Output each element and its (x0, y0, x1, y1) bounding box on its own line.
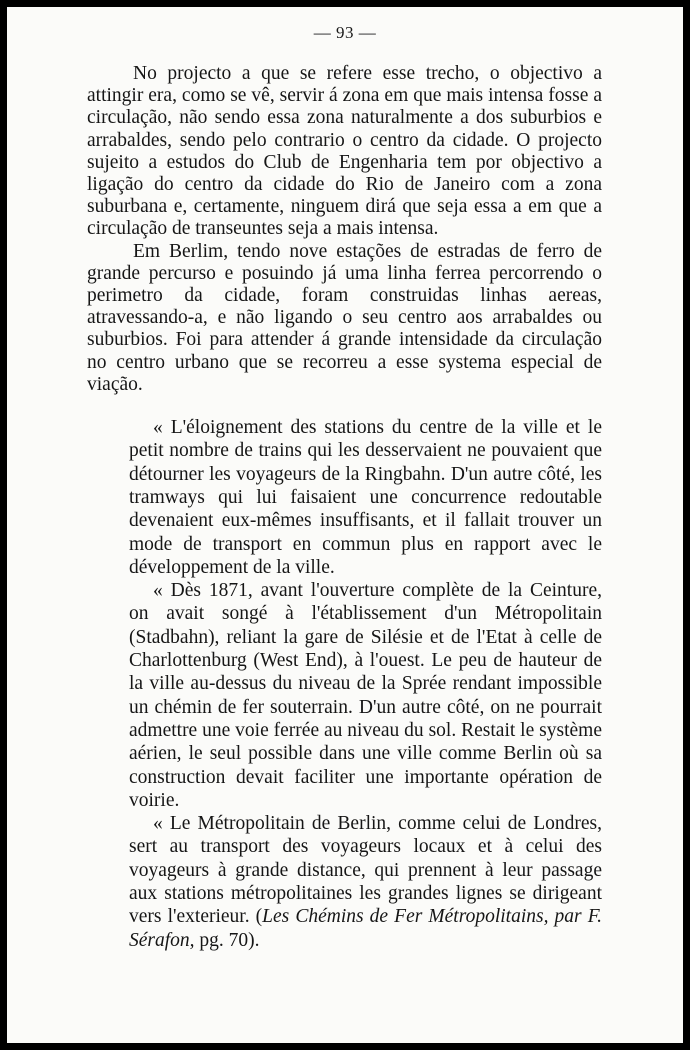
quote-text-londres: « Le Métropolitain de Berlin, comme celui de Londres, sert au transport des voyageurs locaux et à celui des voyageurs à grande distance, qui prennent à leur passage aux stations métropolitaines les grandes lignes se dirigeant vers l'exterieur. ( (129, 813, 602, 928)
paragraph-berlim: Em Berlim, tendo nove estações de estradas de ferro de grande percurso e posuindo já uma linha ferrea percorrendo o perimetro da cidade, foram construidas linhas aereas, atravessando-a, e não ligando o seu centro aos arrabaldes ou suburbios. Foi para attender á grande intensidade da circulação no centro urbano que se recorreu a esse systema especial de viação. (87, 240, 602, 395)
quote-paragraph-eloignement: « L'éloignement des stations du centre de la ville et le petit nombre de trains qui les desservaient ne pouvaient que détourner les voyageurs de la Ringbahn. D'un autre côté, les tramways qui lui faisaient une concurrence redoutable devenaient eux-mêmes insuffisants, et il fallait trouver un mode de transport en commun plus en rapport avec le développement de la ville. (129, 417, 602, 578)
citation-work-title: Les Chémins de Fer Métropolitains, par F. Sérafon, (129, 906, 603, 951)
paragraph-projecto: No projecto a que se refere esse trecho, o objectivo a attingir era, como se vê, servir á zona em que mais intensa fosse a circulação, não sendo essa zona naturalmente a dos suburbios e arrabaldes, sendo pelo contrario o centro da cidade. O projecto sujeito a estudos do Club de Engenharia tem por objectivo a ligação do centro da cidade do Rio de Janeiro com a zona suburbana e, certamente, ninguem dirá que seja essa a em que a circulação de transeuntes seja a mais intensa. (87, 63, 602, 240)
page-number: — 93 — (313, 23, 377, 42)
body-text (87, 63, 602, 952)
quote-paragraph-metropolitain (129, 812, 602, 952)
block-quote (129, 416, 602, 952)
citation-page-ref: pg. 70). (194, 929, 260, 951)
quote-paragraph-1871: « Dès 1871, avant l'ouverture complète de la Ceinture, on avait songé à l'établissement d'un Métropolitain (Stadbahn), reliant la gare de Silésie et de l'Etat à celle de Charlottenburg (West End), à l'ouest. Le peu de hauteur de la ville au-dessus du niveau de la Sprée rendant impossible un chémin de fer souterrain. D'un autre côté, on ne pourrait admettre une voie ferrée au niveau du sol. Restait le système aérien, le seul possible dans une ville comme Berlin où sa construction devait faciliter une importante opération de voirie. (129, 580, 602, 811)
book-page (7, 7, 683, 1043)
